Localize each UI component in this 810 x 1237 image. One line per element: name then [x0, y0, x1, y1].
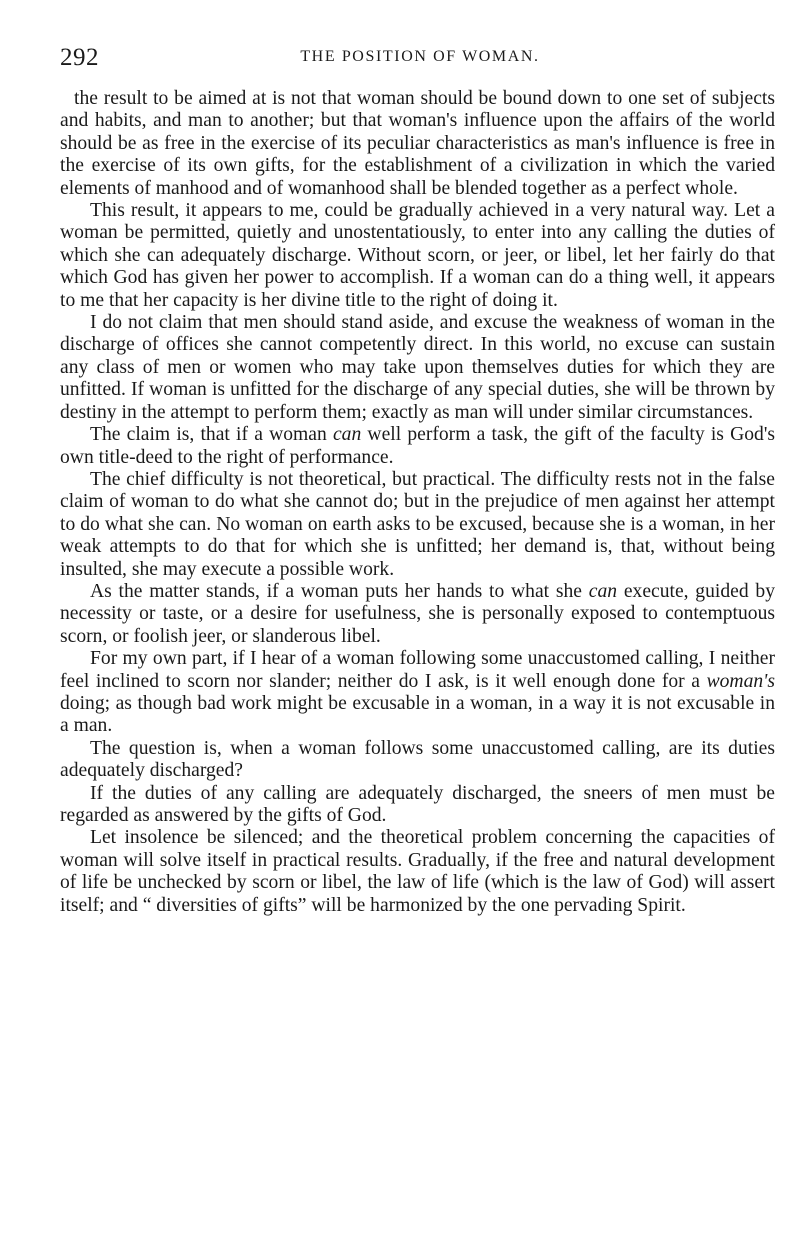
- paragraph: [60, 783, 775, 828]
- paragraph-text: The chief difficulty is not theoretical, but practical. The difficulty rests not in the false claim of woman to do what she cannot do; but in the prejudice of men against her attempt to do what she can. No woman on earth asks to be excused, because she is a woman, in her weak attempts to do that for which she is unfitted; her demand is, that, without being insulted, she may execute a possible work.: [60, 468, 775, 580]
- paragraph-text: well perform a task, the gift of the faculty is God's own title-deed to the right of performance.: [60, 424, 776, 468]
- paragraph-text: the result to be aimed at is not that woman should be bound down to one set of subjects and habits, and man to another; but that woman's influence upon the affairs of the world should be as free in the exercise of its peculiar characteristics as man's influence is free in the exercise of its own gifts, for the establishment of a civilization in which the varied elements of manhood and of womanhood shall be blended together as a perfect whole.: [60, 88, 775, 199]
- paragraph: [60, 312, 775, 424]
- paragraph-text: The question is, when a woman follows some unaccustomed calling, are its duties adequately discharged?: [60, 737, 775, 782]
- paragraph-text: Let insolence be silenced; and the theoretical problem concerning the capacities of woman will solve itself in practical results. Gradually, if the free and natural development of life be unchecked by scorn or libel, the law of life (which is the law of God) will assert itself; and “ diversities of gifts” will be harmonized by the one pervading Spirit.: [60, 827, 775, 916]
- page-header: [60, 44, 780, 74]
- paragraph: [60, 738, 775, 783]
- paragraph-text: As the matter stands, if a woman puts her hands to what she: [90, 580, 589, 602]
- paragraph-text: This result, it appears to me, could be gradually achieved in a very natural way. Let a woman be permitted, quietly and unostentatiously, to enter into any calling the duties of which she can adequately discharge. Without scorn, or jeer, or libel, let her fairly do that which God has given her power to accomplish. If a woman can do a thing well, it appears to me that her capacity is her divine title to the right of doing it.: [60, 200, 775, 311]
- italic-text: can: [332, 424, 362, 446]
- paragraph: [60, 200, 775, 312]
- paragraph-text: I do not claim that men should stand aside, and excuse the weakness of woman in the discharge of offices she cannot competently direct. In this world, no excuse can sustain any class of men or women who may take upon themselves duties for which they are unfitted. If woman is unfitted for the discharge of any special duties, she will be thrown by destiny in the attempt to perform them; exactly as man will under similar circumstances.: [60, 312, 775, 423]
- paragraph-text: The claim is, that if a woman: [90, 424, 333, 446]
- paragraph-text: If the duties of any calling are adequately discharged, the sneers of men must be regarded as answered by the gifts of God.: [60, 782, 775, 826]
- paragraph-text: For my own part, if I hear of a woman following some unaccustomed calling, I neither feel inclined to scorn nor slander; neither do I ask, is it well enough done for a: [60, 648, 775, 692]
- paragraph: [60, 648, 775, 738]
- page-number: 292: [60, 44, 99, 71]
- paragraph-text: doing; as though bad work might be excusable in a woman, in a way it is not excusable in a man.: [60, 692, 775, 737]
- paragraph: [60, 88, 775, 200]
- italic-text: woman's: [706, 670, 775, 692]
- paragraph: [60, 581, 775, 648]
- paragraph: [60, 424, 775, 469]
- paragraph: [60, 469, 775, 581]
- running-title: THE POSITION OF WOMAN.: [300, 48, 540, 65]
- italic-text: can: [588, 580, 618, 602]
- body-text: [60, 88, 775, 917]
- paragraph-text: execute, guided by necessity or taste, or a desire for usefulness, she is personally exposed to contemptuous scorn, or foolish jeer, or slanderous libel.: [60, 580, 775, 647]
- paragraph: [60, 827, 775, 917]
